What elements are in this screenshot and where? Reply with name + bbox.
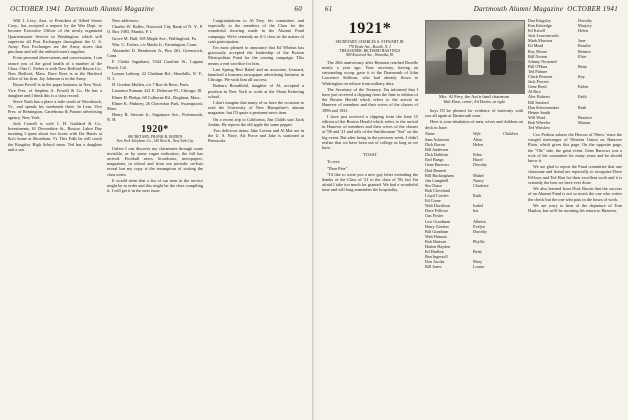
roster-entry: Bernice bbox=[578, 48, 592, 54]
class-1920-heading bbox=[107, 124, 203, 144]
roster-entry: Chick Pearson bbox=[528, 74, 553, 80]
roster-table-continued bbox=[528, 18, 622, 130]
paragraph: Henry B. Stewart Jr., Sagamore Ave., Portsmouth, N. H. bbox=[107, 112, 203, 123]
roster-wives bbox=[473, 137, 513, 269]
roster-entry: Don Jacobs bbox=[425, 259, 445, 265]
paragraph: The Secretary of the Treasury. I'm informed that I have just received a clipping from the June to edition of the Boston Herald which refers to the arrival in Hanover of members and their wives of the classes of 1896 and 1921. bbox=[322, 86, 418, 113]
left-column-2 bbox=[107, 18, 203, 416]
paragraph: The 20th anniversary after Reunion reached Roselle nearly a year ago. Your secretary, having an outstanding scoop, gave it to the Dartmouth of John Lawrence Sullivan, who had already flown to Washington on release from military duty. bbox=[322, 59, 418, 86]
right-column-2 bbox=[425, 108, 523, 416]
paragraph: To text: bbox=[327, 159, 341, 165]
left-page bbox=[0, 0, 313, 420]
paragraph: Barbara Broadfield, daughter of Al, accepted a position in New York to work at the Sloan Kettering school. bbox=[208, 83, 304, 99]
roster-entry bbox=[578, 125, 618, 130]
class-1921-year: 1921* bbox=[348, 20, 392, 37]
roster-entry: Dave Fellows bbox=[425, 208, 449, 214]
roster-entry: Jack Powers bbox=[528, 79, 549, 85]
paragraph: From personal observations and conversation, I can assure you of the good health of a number of the Class. Otto C. Ferber is with New Bedford Rayon Co., New Bedford, Mass. Dave Rees is at the Hartford office of his firm. Jay Johnson is in the Army. bbox=[8, 55, 102, 82]
roster-entry: Ruth bbox=[473, 193, 482, 199]
paragraph: Alexander D. Henderson Jr., Box 261, Greenwich, Conn. bbox=[107, 48, 203, 59]
roster-entry: Bill Buckingham bbox=[425, 172, 454, 178]
roster-entry: Bill Jones bbox=[425, 264, 442, 270]
class-address: 778 Drake Ave., Roselle, N. J. bbox=[348, 44, 392, 49]
roster-entry: Dorothy bbox=[578, 18, 592, 23]
roster-entry: Dan Kingsley bbox=[528, 18, 552, 23]
paragraph: Two delicious items: Jake Lorenz and Al Mar are in the U. S. Navy, Air Force and Jake is stationed at Pensacola. bbox=[208, 128, 304, 144]
roster-entry: Gus Foster bbox=[425, 213, 444, 219]
roster-entry: Dorothy bbox=[473, 228, 487, 234]
roster-entry: Jim Campbell bbox=[425, 177, 449, 183]
roster-entry: Bill Norton bbox=[528, 53, 548, 59]
paragraph: I don't imagine that many of us have the occasion to read the University of New Hampshire's alumni magazine, but I'll quote a pertinent news item. bbox=[208, 100, 304, 116]
roster-entry: Earl Bangs bbox=[425, 157, 444, 163]
class-1921-heading bbox=[322, 40, 418, 58]
roster-header-name: Name bbox=[425, 130, 436, 136]
roster-names bbox=[425, 137, 473, 269]
roster-entry: Ed Hurlbut bbox=[425, 249, 444, 255]
roster-header bbox=[425, 131, 523, 136]
left-column-3 bbox=[208, 18, 304, 416]
roster-entry: Ruth bbox=[578, 104, 587, 110]
roster-entry: Lew Goodman bbox=[425, 218, 451, 224]
roster-entry: Ben Ingersoll bbox=[425, 254, 448, 260]
paragraph: We are glad to report the Fund committee that one classmate and friend are especially to recognize Dave Fellows and Ted Hart for their excellent work and it is certainly the best we have ever done. bbox=[528, 164, 622, 185]
roster-entry: Dan Schoonmaker bbox=[528, 104, 560, 110]
photo-figures-icon bbox=[426, 21, 524, 93]
class-secretary: SECRETARY, FRANK R. BODEN bbox=[127, 134, 183, 139]
roster-entry: Al Rice bbox=[528, 89, 541, 95]
class-address: New York Telephone Co., 140 West St., New York City bbox=[116, 139, 194, 144]
roster-entry: Bill Gundrum bbox=[425, 228, 449, 234]
roster-entry: Nancy bbox=[473, 177, 484, 183]
roster-entry: Mary bbox=[473, 259, 483, 265]
right-folio: 61 bbox=[325, 5, 333, 13]
roster-entry: Esther bbox=[578, 84, 589, 90]
right-magazine-name: Dartmouth Alumni Magazine bbox=[473, 5, 564, 13]
paragraph: It would seem that a list of our men in the service might be in order and this might be the class compiling it. I will get it in the next issue. bbox=[107, 177, 203, 194]
roster-entry: Walt Davidson bbox=[425, 203, 450, 209]
paragraph: "I'd like to write you a nice guy letter extending the thanks of the Class of '21 to the class of '96, but I'm afraid I take too much for granted. We had a wonderful time and will long remember the hospitality. bbox=[322, 171, 418, 193]
roster-entry: Marian bbox=[578, 119, 591, 125]
treasurer-address: 869 Kenwood Ave., Winnetka, Ill. bbox=[346, 53, 394, 58]
roster-entry: Walt Hanson bbox=[425, 233, 447, 239]
paragraph: Elmer H. Phelps, 68 Colborne Rd., Brighton, Mass. bbox=[112, 94, 201, 100]
paragraph: H. Gordon Mullen, c/o 7 Rue de Berri, Paris. bbox=[112, 82, 190, 88]
roster-entry: Beatrice bbox=[578, 114, 592, 120]
roster-entry: Bill O'Hara bbox=[528, 63, 548, 69]
roster-entry: Bill Sanford bbox=[528, 99, 549, 105]
paragraph: Congratulations to Al Frey, his committee, and especially to the members of the Class for the wonderful showing made in the Alumni Fund campaign. We're certainly an A-1 class in the matter of cash participation. bbox=[208, 18, 304, 44]
roster-entry: Mark Marston bbox=[528, 38, 553, 44]
left-column-1 bbox=[8, 18, 102, 416]
paragraph: We are sorry to hear of the departure of Tom Hanlon, but we'll be awaiting his return to Hanover. bbox=[528, 202, 622, 213]
roster-entry: Charlotte bbox=[473, 182, 489, 188]
roster-entry: Dick Baldwin bbox=[425, 152, 449, 158]
roster-entry: Betty bbox=[473, 249, 483, 255]
roster-entry: Will Ward bbox=[528, 114, 546, 120]
roster-entry: Gene Barrows bbox=[425, 162, 450, 168]
roster-entry: Helen bbox=[578, 28, 588, 34]
roster-entry: Ina bbox=[473, 208, 479, 214]
class-photo bbox=[425, 20, 525, 94]
roster-entry: Elsie bbox=[578, 53, 587, 59]
roster-entry: Marjory bbox=[578, 23, 592, 29]
roster-header-wife: Wife bbox=[473, 130, 481, 136]
roster-entry: Gene Reed bbox=[528, 84, 547, 90]
roster-entry: Dick Bacon bbox=[425, 142, 445, 148]
photo-caption-line1: Mrs. Al Frey, the Ass'n fund chairman bbox=[439, 94, 509, 99]
roster-entry: Bill Anderson bbox=[425, 147, 449, 153]
roster-entry: Jane bbox=[578, 38, 586, 44]
left-folio: 60 bbox=[294, 5, 302, 13]
roster-entry: Roy Moore bbox=[528, 48, 548, 54]
class-secretary: SECRETARY, CHARLES A. STEWART JR. bbox=[335, 40, 405, 44]
paragraph: Here is your tabulation of men, wives and children on deck in June: bbox=[425, 119, 523, 130]
roster-entry: Bob Hartson bbox=[425, 238, 447, 244]
paragraph: Bryan Powell is in the paper business in New York. Vice Pres. of Stephen A. Powell & Co. He has a daughter and I think this is a class record. bbox=[8, 82, 102, 98]
roster-header-children: Children bbox=[503, 130, 519, 136]
roster-entry: Aline bbox=[473, 137, 483, 143]
paragraph: Laurence Putnam, 421 E. Delaware Pl., Chicago, Ill. bbox=[112, 88, 203, 94]
photo-caption-line2: Walt Elam, center; Ed Davies, at right bbox=[443, 99, 505, 105]
roster-entry: Mabel bbox=[473, 172, 484, 178]
roster-table bbox=[425, 137, 523, 269]
roster-entry: Hatten Hayden bbox=[425, 243, 451, 249]
right-page bbox=[315, 0, 628, 420]
paragraph: Grove M. Hall, 305 Maple Ave., Wallingford, Pa. bbox=[112, 35, 197, 41]
paragraph: Elmer K. Pinkney, 26 Claverdon Park, Swampscott, Mass. bbox=[107, 100, 203, 112]
left-running-head bbox=[0, 5, 312, 15]
roster-entry: Ted Winslow bbox=[528, 124, 551, 130]
right-folio-month bbox=[474, 5, 618, 13]
roster-entry: Bob Wheeler bbox=[528, 119, 551, 125]
roster-entry: Alec Roberts bbox=[528, 94, 550, 100]
right-month: OCTOBER 1941 bbox=[567, 5, 618, 13]
roster-entry: Betty bbox=[578, 63, 588, 69]
paragraph: Lyman Lathrop, 22 Chatham Rd., Shorthills, N. Y., N. J. bbox=[107, 70, 203, 82]
roster-entry: Louise bbox=[473, 264, 485, 270]
paragraph: On a recent trip to California, Jim Childs saw Zack Jordan. He reports the old apple the same pepper. bbox=[208, 116, 304, 127]
roster-wives-continued bbox=[578, 18, 618, 130]
class-year: 1920* bbox=[141, 123, 169, 135]
roster-entry: Faith bbox=[578, 94, 587, 100]
roster-entry: Harry Gordon bbox=[425, 223, 449, 229]
roster-entry: Lloyd Cowles bbox=[425, 193, 449, 199]
roster-entry: Heinie Smith bbox=[528, 109, 551, 115]
roster-entry: Edna bbox=[473, 152, 482, 158]
roster-entry: Jack Leavenworth bbox=[528, 33, 559, 39]
paragraph: New addresses: bbox=[112, 18, 139, 23]
paragraph: I have just received a clipping from the June 15 edition of the Boston Herald which refers to the arrival in Hanover of members and their wives of the classes of '96 and '21 and tells of the Smithsonian "Sea" on the big event. But after being in the previous week, I didn't realize that we have been out of college as long as we have. bbox=[322, 113, 418, 151]
roster-entry: Stu Chase bbox=[425, 182, 442, 188]
paragraph: Jack Cornell is with J. H. Gaddard & Co., Investments, 61 Devonshire St., Boston. Labor Day morning I spent about two hours with Ike Harris at Ike's home at Shoreham, Vt. This Falls he will coach the Kingsley High School team. Ted has a daughter and a son. bbox=[8, 120, 102, 152]
roster-entry: Helen bbox=[473, 142, 483, 148]
roster-entry: Isabel bbox=[473, 203, 483, 209]
roster-entry: Kay bbox=[578, 74, 585, 80]
paragraph: Last Spring Bert Rahel and an associate, Leonard, launched a business newspaper advertising business in Chicago. We wish him all success. bbox=[208, 66, 304, 83]
paragraph: F. Clarke Ingraham, 5344 Caroline St., Laguna Beach, Cal. bbox=[107, 59, 203, 70]
photo-caption bbox=[425, 94, 523, 105]
roster-entry: Phyllis bbox=[473, 238, 485, 244]
paragraph: Steve Nash has a place a mile south of Woodstock, Vt., and spends his weekends there. In Lent, Vice Pres. of Remington, Carrebrusa & Panaro advertising agency, New York. bbox=[8, 99, 102, 120]
right-running-head bbox=[315, 5, 628, 15]
paragraph: I'm most pleased to announce that Ed Whelan has graciously accepted the leadership of the Boston Metropolitan Fund for the coming campaign. This means a real sacrifice for him. bbox=[208, 45, 304, 66]
roster-entry: Ed Mead bbox=[528, 43, 544, 49]
paragraph: Cox Perkins salutes the Hercon of '96ers,' since the winged messenger of Western Union on Hanover Plain, which gives this page. On the opposite page, the "Ole" side, the great event. Gene Barrows was a rock of the committee for many years and he should know it. bbox=[528, 132, 622, 164]
paragraph: Will I. Levy, Asst. to President of Allied Stores Corp., has accepted a request by the War Dept. to become Executive Officer of the newly organized Quartermaster Service in Washington, which will supervise all Post Exchanges throughout the U. S. Army. Post Exchanges are the Army stores that purchase and sell the enlisted men's supplies. bbox=[8, 18, 102, 55]
roster-entry: Sam Ackerson bbox=[425, 137, 450, 143]
roster-entry: Ed Crane bbox=[425, 198, 441, 204]
right-column-3 bbox=[528, 18, 622, 416]
paragraph: "Dear Pete" bbox=[327, 165, 348, 171]
roster-entry: Bob Cleveland bbox=[425, 187, 451, 193]
paragraph: Unless I can discover my classmates through some invisible, or by some vague indication, the fall has arrived. Football news, broadcasts, newspapers, magazines, in school and from our periodic on-lists reveal but my copy is the resumption of writing the class notes. bbox=[107, 145, 203, 177]
toast-label: TOAST bbox=[363, 152, 377, 158]
roster-entry: Alberta bbox=[473, 218, 486, 224]
roster-entry: Dorothy bbox=[473, 162, 487, 168]
left-month: OCTOBER 1941 bbox=[10, 5, 61, 13]
paragraph: Wm. C. Forbes, c/o Marks Jr., Farmington, Conn. bbox=[112, 41, 198, 47]
left-magazine-name: Dartmouth Alumni Magazine bbox=[64, 5, 155, 13]
roster-entry: Hazel bbox=[473, 157, 483, 163]
roster-entry: Ed Krisell bbox=[528, 28, 546, 34]
roster-entry: Ted Palmer bbox=[528, 68, 548, 74]
roster-entry: Ken Kittredge bbox=[528, 23, 552, 29]
roster-names-continued bbox=[528, 18, 578, 130]
roster-entry: Dud Bennett bbox=[425, 167, 447, 173]
roster-entry: Rosalie bbox=[578, 43, 591, 49]
paragraph: boys I'll be pleased for evidence of fraternity with you all again at Dartmouth soon. bbox=[425, 108, 523, 119]
class-treasurer: TREASURER, RICHARD HASTINGS bbox=[339, 48, 401, 53]
right-column-1 bbox=[322, 18, 418, 416]
paragraph: We also learned from Dick Bacon that the success of an Alumni Fund is not so much the one who writes the check but the one who puts in the hours of work. bbox=[528, 186, 622, 202]
left-folio-month bbox=[10, 5, 154, 13]
paragraph: Charles W. Bolles, Nutwood City Bank of N. Y., P. O. Box 1083, Manila, P. I. bbox=[107, 24, 203, 35]
roster-entry: Johnny Nostrand bbox=[528, 58, 557, 64]
roster-entry: Evelyn bbox=[473, 223, 485, 229]
